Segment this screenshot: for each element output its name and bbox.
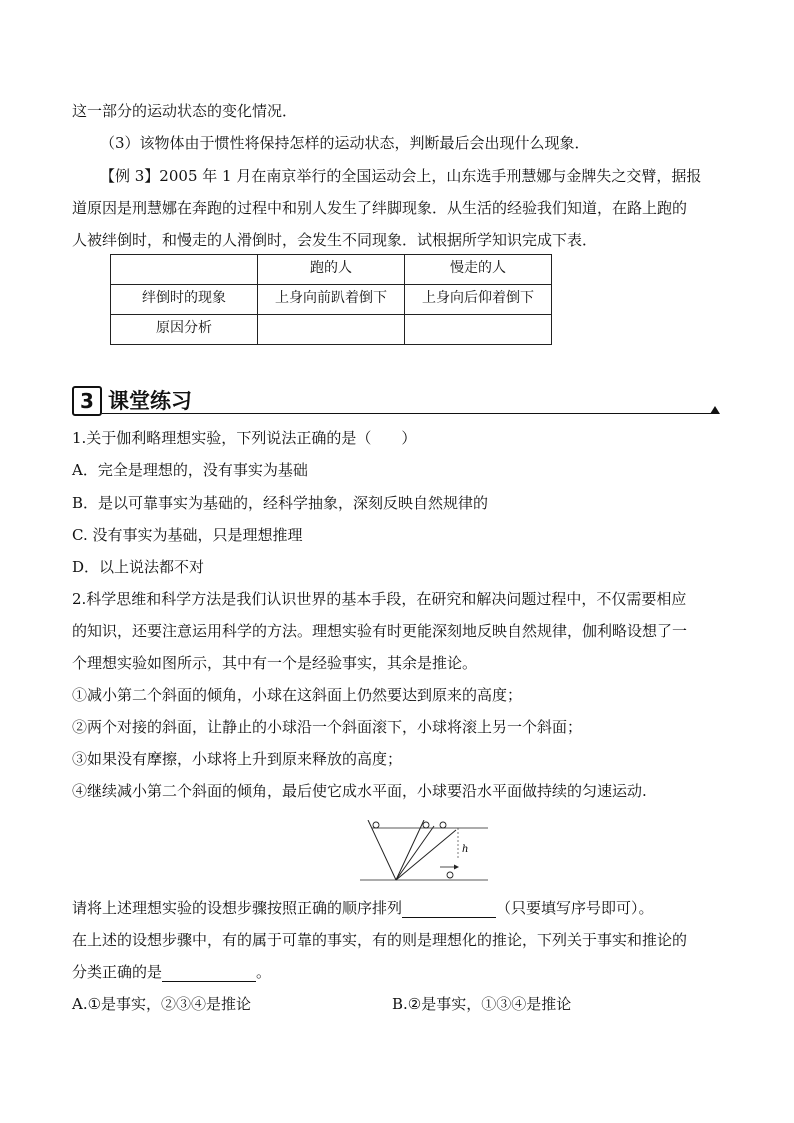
- q2-option-b: B.②是事实，①③④是推论: [392, 995, 572, 1013]
- example3-line-2: 道原因是刑慧娜在奔跑的过程中和别人发生了绊脚现象．从生活的经验我们知道，在路上跑的: [72, 199, 688, 217]
- q2-classify-text: 分类正确的是: [72, 963, 163, 981]
- q2-step-2: ②两个对接的斜面，让静止的小球沿一个斜面滚下，小球将滚上另一个斜面；: [72, 718, 583, 736]
- example3-line-1: 【例 3】2005 年 1 月在南京举行的全国运动会上，山东选手刑慧娜与金牌失之交臂，据报: [100, 167, 702, 185]
- q2-classify-end: 。: [256, 963, 272, 981]
- table-header-cell: 跑的人: [258, 255, 405, 285]
- second-incline-steep: [396, 820, 424, 880]
- example3-line-3: 人被绊倒时，和慢走的人滑倒时，会发生不同现象．试根据所学知识完成下表．: [72, 231, 598, 249]
- section-title: 课堂练习: [108, 389, 192, 413]
- order-answer-blank[interactable]: [402, 901, 496, 918]
- q1-option-c: C. 没有事实为基础，只是理想推理: [72, 526, 303, 544]
- table-cell: 原因分析: [111, 315, 258, 345]
- section-number-badge: 3: [72, 386, 102, 416]
- q2-line-3: 个理想实验如图所示，其中有一个是经验事实，其余是推论。: [72, 654, 478, 672]
- ball-incline: [440, 822, 446, 828]
- table-cell: 上身向后仰着倒下: [405, 285, 552, 315]
- table-cell: 绊倒时的现象: [111, 285, 258, 315]
- section-underline: [102, 413, 712, 414]
- classify-answer-blank[interactable]: [162, 965, 256, 982]
- section-header: [72, 386, 722, 416]
- ball-incline: [423, 822, 429, 828]
- q2-line-2: 的知识，还要注意运用科学的方法。理想实验有时更能深刻地反映自然规律，伽利略设想了一: [72, 622, 688, 640]
- intro-line-1: 这一部分的运动状态的变化情况．: [72, 102, 298, 120]
- q2-classify-prompt: [72, 962, 271, 982]
- table-row: [111, 315, 552, 345]
- triangle-marker-icon: [710, 406, 720, 414]
- q2-classify-line-1: 在上述的设想步骤中，有的属于可靠的事实，有的则是理想化的推论，下列关于事实和推论的: [72, 931, 688, 949]
- table-cell: 上身向前趴着倒下: [258, 285, 405, 315]
- height-label: h: [462, 844, 469, 855]
- table-cell: [258, 315, 405, 345]
- q1-option-d: D．以上说法都不对: [72, 558, 205, 576]
- table-header-row: [111, 255, 552, 285]
- q2-option-a: A.①是事实，②③④是推论: [72, 995, 252, 1013]
- q2-order-note: （只要填写序号即可）。: [496, 899, 654, 917]
- ball-horizontal: [447, 872, 453, 878]
- table-cell: [405, 315, 552, 345]
- table-header-cell: [111, 255, 258, 285]
- inclined-planes-diagram: [360, 820, 490, 884]
- q2-order-text: 请将上述理想实验的设想步骤按照正确的顺序排列: [72, 899, 403, 917]
- inclined-planes-figure: [360, 820, 490, 888]
- table-header-cell: 慢走的人: [405, 255, 552, 285]
- q1-stem: 1.关于伽利略理想实验，下列说法正确的是（ ）: [72, 429, 417, 447]
- q1-option-b: B．是以可靠事实为基础的，经科学抽象，深刻反映自然规律的: [72, 494, 489, 512]
- q1-option-a: A．完全是理想的，没有事实为基础: [72, 461, 308, 479]
- intro-line-2: （3）该物体由于惯性将保持怎样的运动状态，判断最后会出现什么现象．: [100, 134, 590, 152]
- table-row: [111, 285, 552, 315]
- motion-arrow-head: [454, 865, 459, 870]
- q2-step-3: ③如果没有摩擦，小球将上升到原来释放的高度；: [72, 750, 403, 768]
- first-incline: [368, 820, 396, 880]
- q2-line-1: 2.科学思维和科学方法是我们认识世界的基本手段，在研究和解决问题过程中，不仅需要相应: [72, 590, 687, 608]
- comparison-table: [110, 254, 552, 345]
- q2-order-prompt: [72, 898, 654, 918]
- q2-step-4: ④继续减小第二个斜面的倾角，最后使它成水平面，小球要沿水平面做持续的匀速运动.: [72, 782, 647, 800]
- ball-start: [373, 822, 379, 828]
- q2-step-1: ①减小第二个斜面的倾角，小球在这斜面上仍然要达到原来的高度；: [72, 686, 523, 704]
